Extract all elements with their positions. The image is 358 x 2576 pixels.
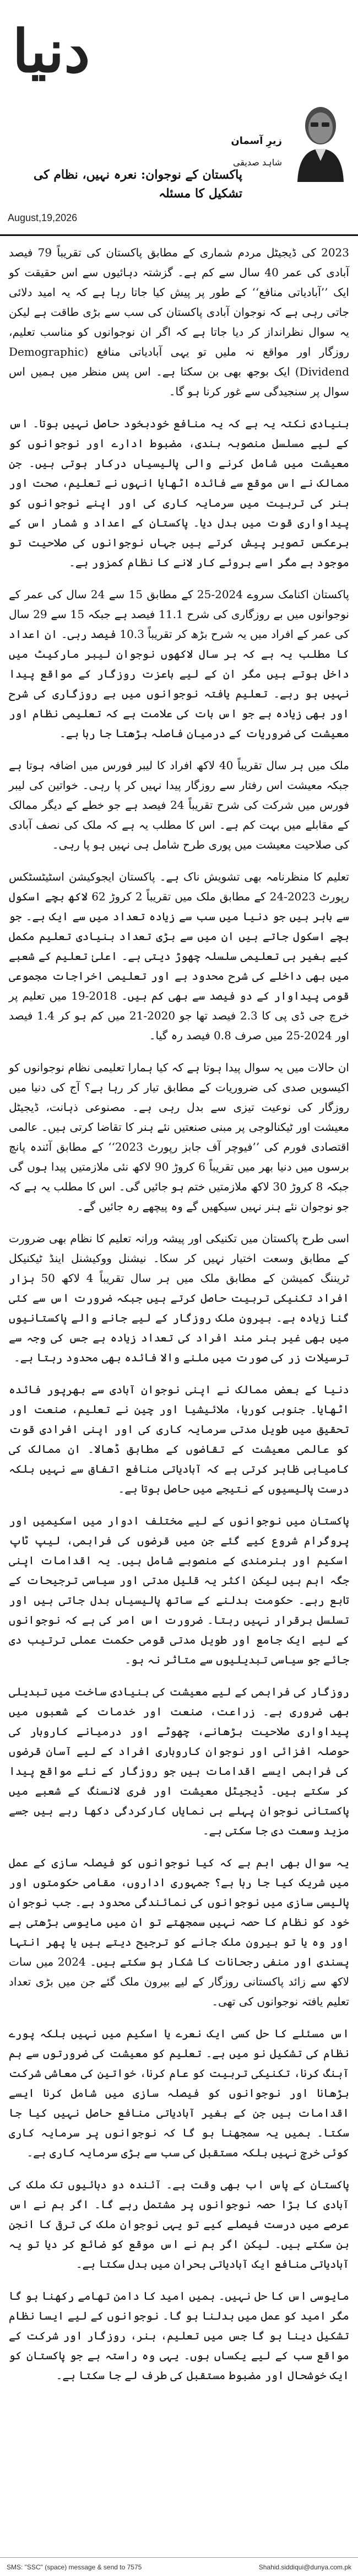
author-email: Shahid.siddiqui@dunya.com.pk (258, 2563, 351, 2571)
logo-text: دنیا (12, 17, 90, 85)
paragraph: پاکستان میں نوجوانوں کے لیے مختلف ادوار میں اسکیمیں اور پروگرام شروع کیے گئے جن میں قرضوں کی فراہمی، لیپ ٹاپ اسکیم اور ہنرمندی کے منصوبے شامل ہیں۔ یہ اقدامات اپنی جگہ اہم ہیں لیکن اکثر یہ قلیل مدتی اور سیاسی ترجیحات کے تابع رہے۔ حکومت بدلنے کے ساتھ پالیسیاں بدل جاتی ہیں اور تسلسل برقرار نہیں رہتا۔ ضرورت اس امر کی ہے کہ نوجوانوں کے لیے ایک جامع اور طویل مدتی قومی حکمت عملی ترتیب دی جائے جو سیاسی تبدیلیوں سے متاثر نہ ہو۔ (9, 1514, 349, 1666)
paragraph: ان حالات میں یہ سوال پیدا ہوتا ہے کہ کیا ہمارا تعلیمی نظام نوجوانوں کو اکیسویں صدی کی ضروریات کے مطابق تیار کر رہا ہے؟ آج کی دنیا میں روزگار کی نوعیت تیزی سے بدل رہی ہے۔ مصنوعی ذہانت، ڈیجیٹل معیشت اور ٹیکنالوجی پر مبنی صنعتیں نئے ہنر کا تقاضا کرتی ہیں۔ عالمی اقتصادی فورم کی ’’فیوچر آف جابز رپورٹ 2023‘‘ کے مطابق آئندہ پانچ برسوں میں دنیا بھر میں تقریباً 6 کروڑ 90 لاکھ نئی ملازمتیں پیدا ہوں گی جبکہ 8 کروڑ 30 لاکھ ملازمتیں ختم ہو جائیں گی۔ اس کا مطلب یہ ہے کہ جو نوجوان نئے ہنر نہیں سیکھیں گے وہ پیچھے رہ جائیں گے۔ (9, 1061, 350, 1213)
newspaper-logo (4, 10, 98, 93)
column-name: زیرِ آسمان (231, 135, 282, 147)
paragraph: دنیا کے بعض ممالک نے اپنی نوجوان آبادی سے بھرپور فائدہ اٹھایا۔ جنوبی کوریا، ملائیشیا اور چین نے تعلیم، صنعت اور تحقیق میں طویل مدتی سرمایہ کاری کی اور اپنی افرادی قوت کو عالمی معیشت کے تقاضوں کے مطابق ڈھالا۔ ان ممالک کی کامیابی ظاہر کرتی ہے کہ آبادیاتی منافع اتفاق سے نہیں بلکہ درست پالیسیوں کے نتیجے میں حاصل ہوتا ہے۔ (9, 1383, 349, 1495)
paragraph: تعلیم کا منظرنامہ بھی تشویش ناک ہے۔ پاکستان ایجوکیشن اسٹیٹسٹکس رپورٹ 2023-24 کے مطابق ملک میں تقریباً 2 کروڑ 62 لاکھ بچے اسکول سے باہر ہیں جو دنیا میں سب سے زیادہ تعداد میں سے ایک ہے۔ جو بچے اسکول جاتے ہیں ان میں سے بڑی تعداد بنیادی تعلیم مکمل کیے بغیر ہی تعلیمی سلسلہ چھوڑ دیتی ہے۔ اعلیٰ تعلیم کے شعبے میں بھی داخلے کی شرح محدود ہے اور تعلیمی اخراجات مجموعی قومی پیداوار کے دو فیصد سے بھی کم ہیں۔ 2018-19 میں تعلیم پر خرچ جی ڈی پی کا 2.3 فیصد تھا جو 2020-21 میں کم ہو کر 1.4 فیصد اور 2024-25 میں صرف 0.8 فیصد رہ گیا۔ (9, 870, 350, 1042)
paragraph: روزگار کی فراہمی کے لیے معیشت کی بنیادی ساخت میں تبدیلی بھی ضروری ہے۔ زراعت، صنعت اور خدمات کے شعبوں میں پیداواری صلاحیت بڑھانے، چھوٹے اور درمیانے کاروبار کی حوصلہ افزائی اور نوجوان کاروباری افراد کے لیے آسان قرضوں کی فراہمی ایسے اقدامات ہیں جو روزگار کے نئے مواقع پیدا کر سکتے ہیں۔ ڈیجیٹل معیشت اور فری لانسنگ کے شعبے میں پاکستانی نوجوان پہلے ہی نمایاں کارکردگی دکھا رہے ہیں جسے مزید وسعت دی جا سکتی ہے۔ (9, 1685, 349, 1837)
paragraph: مایوسی اس کا حل نہیں۔ ہمیں امید کا دامن تھامے رکھنا ہو گا مگر امید کو عمل میں بدلنا ہو گا۔ نوجوانوں کے لیے ایسا نظام تشکیل دینا ہو گا جس میں تعلیم، ہنر، روزگار اور شرکت کے مواقع سب کے لیے یکساں ہوں۔ یہی وہ راستہ ہے جو پاکستان کو ایک خوشحال اور مضبوط مستقبل کی طرف لے جا سکتا ہے۔ (9, 2289, 349, 2382)
article-header (0, 0, 358, 237)
paragraph: 2023 کی ڈیجیٹل مردم شماری کے مطابق پاکستان کی تقریباً 79 فیصد آبادی کی عمر 40 سال سے کم ہے۔ گزشتہ دہائیوں سے اس حقیقت کو ایک ’’آبادیاتی منافع‘‘ کے طور پر پیش کیا جاتا رہا ہے کہ یہ امید دلائی جاتی رہی ہے کہ نوجوان آبادی پاکستان کی سب سے بڑی طاقت ہے لیکن یہ سوال نظرانداز کر دیا جاتا ہے کہ اگر ان نوجوانوں کو مناسب تعلیم، روزگار اور مواقع نہ ملیں تو یہی آبادیاتی منافع (Demographic Dividend) ایک بوجھ بھی بن سکتا ہے۔ اس پس منظر میں ہمیں اس سوال پر سنجیدگی سے غور کرنا ہو گا۔ (9, 246, 349, 398)
article-body (9, 243, 349, 2554)
author-portrait-icon (286, 94, 352, 182)
paragraph: اسی طرح پاکستان میں تکنیکی اور پیشہ ورانہ تعلیم کا نظام بھی ضرورت کے مطابق وسعت اختیار نہیں کر سکا۔ نیشنل ووکیشنل اینڈ ٹیکنیکل ٹریننگ کمیشن کے مطابق ملک میں ہر سال تقریباً 4 لاکھ 50 ہزار افراد تکنیکی تربیت حاصل کرتے ہیں جبکہ ضرورت اس سے کئی گنا زیادہ ہے۔ بیرون ملک روزگار کے لیے جانے والے پاکستانیوں میں بھی غیر ہنر مند افراد کی تعداد زیادہ ہے جس کی وجہ سے ترسیلات زر کی صورت میں ملنے والا فائدہ بھی محدود رہتا ہے۔ (9, 1232, 350, 1364)
author-name: شاہد صدیقی (232, 157, 282, 168)
author-photo (286, 94, 352, 182)
article-footer (0, 2557, 358, 2576)
publish-date: August,19,2026 (8, 212, 78, 223)
paragraph: پاکستان کے پاس اب بھی وقت ہے۔ آئندہ دو دہائیوں تک ملک کی آبادی کا بڑا حصہ نوجوانوں پر مشتمل رہے گا۔ اگر ہم نے اس عرصے میں درست فیصلے کیے تو یہی نوجوان ملک کی ترقی کا انجن بن سکتے ہیں۔ لیکن اگر ہم نے اس موقع کو ضائع کر دیا تو یہ آبادیاتی منافع ایک آبادیاتی بحران میں بدل سکتا ہے۔ (9, 2178, 349, 2271)
paragraph: بنیادی نکتہ یہ ہے کہ یہ منافع خودبخود حاصل نہیں ہوتا۔ اس کے لیے مسلسل منصوبہ بندی، مضبوط ادارے اور نوجوانوں کو معیشت میں شامل کرنے والی پالیسیاں درکار ہوتی ہیں۔ جن ممالک نے اس موقع سے فائدہ اٹھایا انہوں نے تعلیم، صحت اور ہنر کی تربیت میں سرمایہ کاری کی اور اپنے نوجوانوں کو پیداواری قوت میں بدل دیا۔ پاکستان کے اعداد و شمار اس کے برعکس تصویر پیش کرتے ہیں جہاں نوجوانوں کی صلاحیت تو موجود ہے مگر اسے بروئے کار لانے کا نظام کمزور ہے۔ (9, 417, 349, 569)
paragraph: یہ سوال بھی اہم ہے کہ کیا نوجوانوں کو فیصلہ سازی کے عمل میں شریک کیا جا رہا ہے؟ جمہوری اداروں، مقامی حکومتوں اور پالیسی سازی میں نوجوانوں کی نمائندگی محدود ہے۔ جب نوجوان خود کو نظام کا حصہ نہیں سمجھتے تو ان میں مایوسی بڑھتی ہے اور وہ یا تو بیرون ملک جانے کو ترجیح دیتے ہیں یا پھر انتہا پسندی اور منفی رجحانات کا شکار ہو سکتے ہیں۔ 2024 میں سات لاکھ سے زائد پاکستانی روزگار کے لیے بیرون ملک گئے جن میں بڑی تعداد تعلیم یافتہ نوجوانوں کی تھی۔ (9, 1856, 349, 2008)
header-divider (0, 234, 358, 236)
paragraph: ملک میں ہر سال تقریباً 40 لاکھ افراد کا لیبر فورس میں اضافہ ہوتا ہے جبکہ معیشت اس رفتار سے روزگار پیدا نہیں کر پا رہی۔ خواتین کی لیبر فورس میں شرکت کی شرح تقریباً 24 فیصد ہے جو خطے کے دیگر ممالک کے مقابلے میں بہت کم ہے۔ اس کا مطلب یہ ہے کہ ملک کی نصف آبادی کی صلاحیت معیشت میں پوری طرح شامل ہی نہیں ہو پا رہی۔ (9, 759, 350, 851)
sms-instructions: SMS: "SSC" (space) message & send to 7575 (7, 2563, 142, 2571)
paragraph: پاکستان اکنامک سروے 2024-25 کے مطابق 15 سے 24 سال کی عمر کے نوجوانوں میں بے روزگاری کی شرح 11.1 فیصد ہے جبکہ 15 سے 29 سال کی عمر کے افراد میں یہ شرح بڑھ کر تقریباً 10.3 فیصد رہی۔ ان اعداد کا مطلب یہ ہے کہ ہر سال لاکھوں نوجوان لیبر مارکیٹ میں داخل ہوتے ہیں مگر ان کے لیے باعزت روزگار کے مواقع پیدا نہیں ہو رہے۔ تعلیم یافتہ نوجوانوں میں بے روزگاری کی شرح اور بھی زیادہ ہے جو اس بات کی علامت ہے کہ تعلیمی نظام اور معیشت کی ضروریات کے درمیان فاصلہ بڑھتا جا رہا ہے۔ (9, 588, 349, 740)
paragraph: اس مسئلے کا حل کسی ایک نعرے یا اسکیم میں نہیں بلکہ پورے نظام کی تشکیل نو میں ہے۔ تعلیم کو معیشت کی ضرورتوں سے ہم آہنگ کرنا، تکنیکی تربیت کو عام کرنا، خواتین کی معاشی شرکت بڑھانا اور نوجوانوں کو فیصلہ سازی میں شامل کرنا ایسے اقدامات ہیں جن کے بغیر آبادیاتی منافع حاصل نہیں کیا جا سکتا۔ ہمیں یہ سمجھنا ہو گا کہ نوجوانوں پر سرمایہ کاری کوئی خرچ نہیں بلکہ مستقبل کی سب سے بڑی سرمایہ کاری ہے۔ (9, 2027, 349, 2159)
article-title: پاکستان کے نوجوان: نعرہ نہیں، نظام کی تشکیل کا مسئلہ (33, 168, 242, 201)
